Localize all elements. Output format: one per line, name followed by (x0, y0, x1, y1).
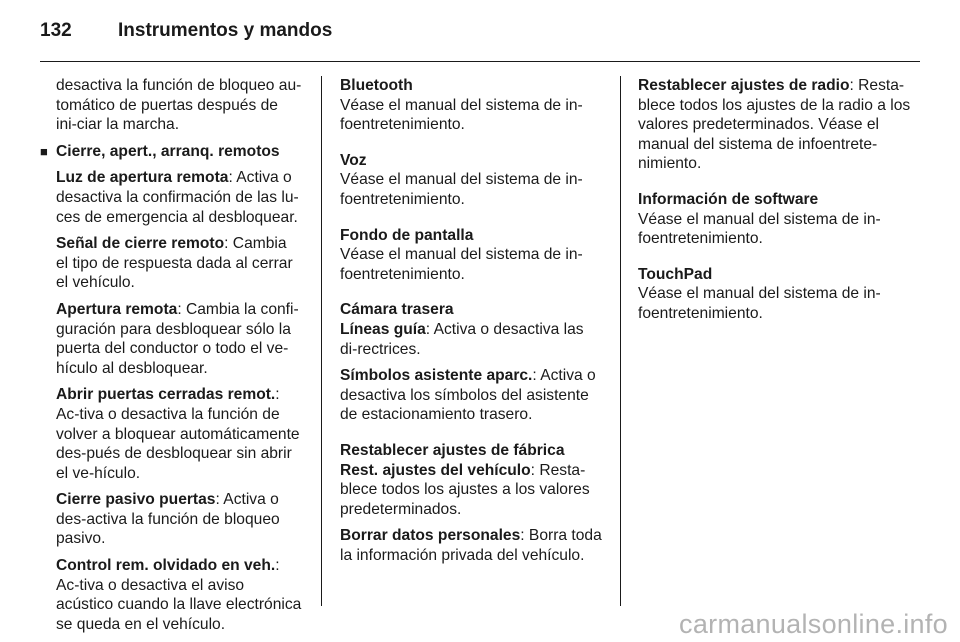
setting-description: : Activa o des-activa la función de bloqueo pasivo. (56, 491, 280, 548)
section-camara (340, 300, 605, 425)
section-text: Véase el manual del sistema de in-foentretenimiento. (340, 96, 583, 134)
section-text: Véase el manual del sistema de in-foentretenimiento. (340, 246, 583, 283)
setting-description: : Cambia el tipo de respuesta dada al cerrar el vehículo. (56, 235, 293, 292)
setting-term: Señal de cierre remoto (56, 235, 225, 253)
setting-term: Abrir puertas cerradas remot. (56, 386, 276, 404)
setting-description: : Ac-tiva o desactiva la función de volver a bloquear automáticamente des-pués de desbloquear sin abrir el ve-hículo. (56, 386, 300, 482)
column-1 (40, 76, 302, 641)
section-heading: Bluetooth (340, 77, 413, 94)
setting-term: Cierre pasivo puertas (56, 491, 216, 509)
page-header (40, 20, 920, 50)
section-text: Véase el manual del sistema de in-foentretenimiento. (638, 210, 881, 248)
section-heading: Voz (340, 151, 367, 169)
setting-description: : Ac-tiva o desactiva el aviso acústico cuando la llave electrónica se queda en el vehículo. (56, 557, 302, 633)
section-restablecer (340, 441, 605, 566)
page-title: Instrumentos y mandos (118, 20, 333, 41)
watermark-text: carmanualsonline.info (679, 609, 948, 639)
column-2 (340, 76, 605, 581)
setting-description: : Activa o desactiva los símbolos del asistente de estacionamiento trasero. (340, 367, 596, 424)
setting-term: Líneas guía (340, 320, 426, 338)
section-touchpad (638, 265, 918, 324)
bullet-heading-row (40, 142, 302, 162)
section-radio (638, 76, 918, 174)
section-heading: Cámara trasera (340, 301, 454, 319)
setting-term: Luz de apertura remota (56, 169, 229, 187)
column-divider-1 (321, 76, 322, 606)
setting-item (340, 320, 605, 359)
setting-item (40, 556, 302, 634)
section-fondo (340, 226, 605, 285)
section-text: Véase el manual del sistema de in-foentretenimiento. (638, 285, 881, 322)
section-text: Véase el manual del sistema de in-foentretenimiento. (340, 171, 583, 208)
page-number: 132 (40, 20, 72, 41)
section-heading: Fondo de pantalla (340, 226, 474, 244)
setting-description: : Resta-blece todos los ajustes de la radio a los valores predeterminados. Véase el manual del sistema de infoentrete-nimiento. (638, 77, 911, 173)
section-heading: Información de software (638, 190, 819, 208)
setting-item (40, 168, 302, 227)
setting-term: Control rem. olvidado en veh. (56, 557, 276, 575)
intro-paragraph: desactiva la función de bloqueo au-tomático de puertas después de ini-ciar la marcha. (56, 77, 302, 134)
setting-description: : Activa o desactiva la confirmación de las lu-ces de emergencia al desbloquear. (56, 169, 299, 226)
setting-description: : Cambia la confi-guración para desbloquear sólo la puerta del conductor o todo el ve-hículo al desbloquear. (56, 300, 299, 377)
setting-term: Rest. ajustes del vehículo (340, 461, 531, 479)
section-bluetooth (340, 76, 605, 135)
setting-item (40, 385, 302, 483)
setting-item (40, 234, 302, 293)
section-voz (340, 151, 605, 210)
bullet-square-icon: ■ (40, 143, 48, 159)
section-software (638, 190, 918, 249)
setting-item (40, 490, 302, 549)
setting-term: Borrar datos personales (340, 527, 521, 545)
setting-item (340, 366, 605, 425)
setting-item (40, 300, 302, 378)
header-divider (40, 61, 920, 62)
column-3 (638, 76, 918, 340)
setting-term: Apertura remota (56, 300, 178, 318)
setting-item (340, 526, 605, 565)
setting-term: Símbolos asistente aparc. (340, 367, 533, 385)
column-divider-2 (620, 76, 621, 606)
section-heading: TouchPad (638, 265, 713, 283)
setting-item (340, 461, 605, 520)
section-heading-remote: Cierre, apert., arranq. remotos (56, 142, 280, 160)
section-heading: Restablecer ajustes de fábrica (340, 441, 565, 459)
setting-description: : Resta-blece todos los ajustes a los valores predeterminados. (340, 461, 590, 518)
setting-description: : Activa o desactiva las di-rectrices. (340, 320, 584, 358)
setting-term: Restablecer ajustes de radio (638, 77, 850, 94)
setting-description: : Borra toda la información privada del vehículo. (340, 527, 602, 564)
